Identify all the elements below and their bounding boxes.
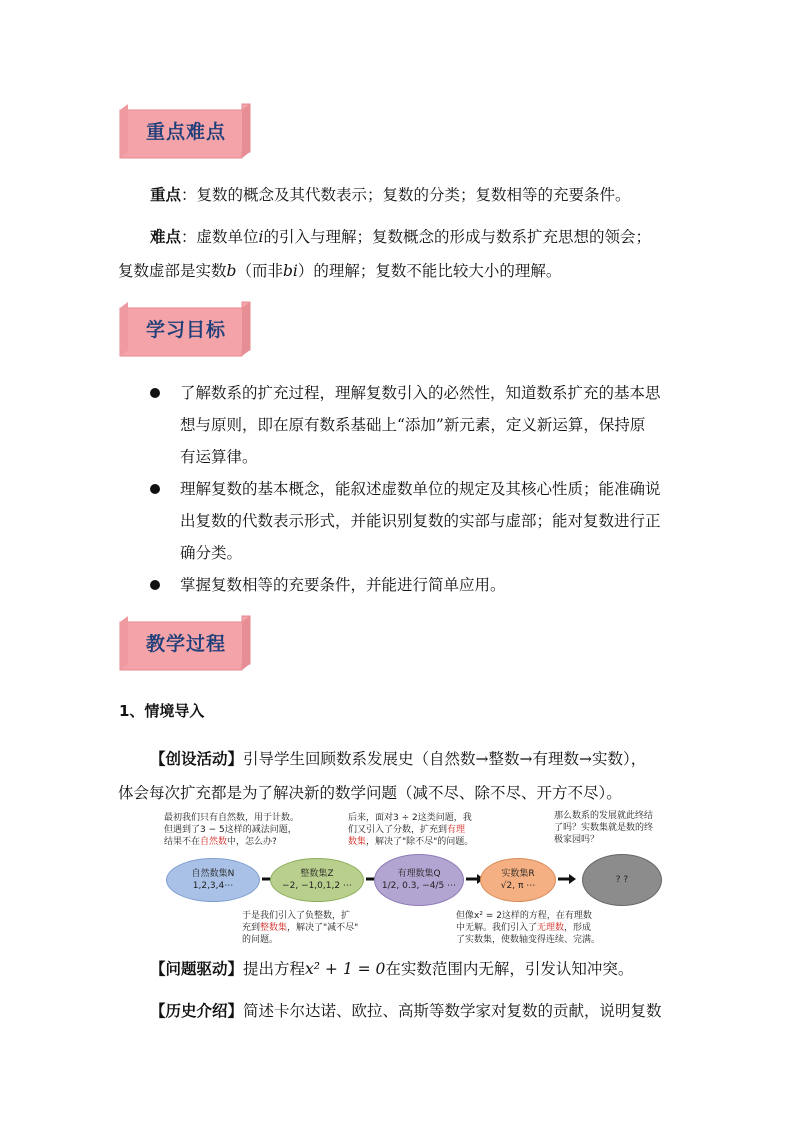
bullet-icon bbox=[150, 388, 160, 398]
diagram-note: 那么数系的发展就此终结 了吗？实数集就是数的终 极家园吗？ bbox=[554, 811, 654, 845]
difficulty-text-2b: （而非 bbox=[236, 262, 283, 280]
goal-line: 掌握复数相等的充要条件，并能进行简单应用。 bbox=[180, 576, 506, 594]
history-text: 简述卡尔达诺、欧拉、高斯等数学家对复数的贡献，说明复数 bbox=[243, 1002, 662, 1020]
node-unknown: ? ? bbox=[582, 854, 662, 906]
list-item bbox=[150, 569, 680, 601]
question-text: 在实数范围内无解，引发认知冲突。 bbox=[385, 960, 634, 978]
node-rationals: 有理数集Q 1/2, 0.3, −4/5 ⋯ bbox=[374, 854, 464, 906]
difficulty-text-2c: ）的理解；复数不能比较大小的理解。 bbox=[297, 262, 562, 280]
key-text: ：复数的概念及其代数表示；复数的分类；复数相等的充要条件。 bbox=[181, 186, 631, 204]
node-reals: 实数集R √2, π ⋯ bbox=[480, 858, 556, 902]
difficulty-label: 难点 bbox=[150, 227, 182, 246]
var-bi: bi bbox=[282, 262, 298, 280]
bullet-icon bbox=[150, 580, 160, 590]
question-label: 【问题驱动】 bbox=[150, 959, 244, 978]
goal-line: 了解数系的扩充过程，理解复数引入的必然性，知道数系扩充的基本思 bbox=[180, 384, 661, 402]
diagram-note: 于是我们引入了负整数，扩 充到整数集，解决了"减不尽" 的问题。 bbox=[242, 911, 359, 945]
bullet-icon bbox=[150, 484, 160, 494]
goal-line: 出复数的代数表示形式，并能识别复数的实部与虚部；能对复数进行正 bbox=[180, 512, 661, 530]
question-text: 提出方程 bbox=[243, 960, 306, 978]
activity-label: 【创设活动】 bbox=[150, 749, 244, 768]
history-label: 【历史介绍】 bbox=[150, 1001, 244, 1020]
section-title: 重点难点 bbox=[146, 121, 227, 143]
node-integers: 整数集Z −2, −1,0,1,2 ⋯ bbox=[270, 858, 364, 902]
equation: x² + 1 = 0 bbox=[305, 960, 386, 978]
node-natural-numbers: 自然数集N 1,2,3,4⋯ bbox=[166, 858, 260, 902]
key-points-paragraph bbox=[150, 178, 690, 212]
goal-line: 理解复数的基本概念，能叙述虚数单位的规定及其核心性质；能准确说 bbox=[180, 480, 661, 498]
var-i: i bbox=[258, 228, 264, 246]
var-b: b bbox=[226, 262, 237, 280]
activity-text: 引导学生回顾数系发展史（自然数→整数→有理数→实数）， bbox=[243, 750, 647, 768]
list-item bbox=[150, 377, 680, 473]
diagram-note: 后来，面对3 ÷ 2这类问题，我 们又引入了分数，扩充到有理 数集，解决了"除不尽"的问题。 bbox=[348, 813, 474, 847]
goal-line: 有运算律。 bbox=[180, 448, 258, 466]
goal-line: 想与原则，即在原有数系基础上“添加”新元素，定义新运算，保持原 bbox=[180, 416, 646, 434]
diagram-note: 最初我们只有自然数，用于计数。 但遇到了3 − 5这样的减法问题， 结果不在自然数中，怎么办? bbox=[164, 813, 300, 847]
step-heading: 1、情境导入 bbox=[119, 702, 205, 720]
number-system-diagram bbox=[160, 806, 670, 952]
diagram-note: 但像x² = 2这样的方程，在有理数 中无解。我们引入了无理数，形成 了实数集，使数轴变得连续、完满。 bbox=[456, 911, 601, 945]
history-paragraph bbox=[150, 994, 690, 1028]
goal-line: 确分类。 bbox=[180, 544, 243, 562]
difficulty-text-1b: 的引入与理解；复数概念的形成与数系扩充思想的领会； bbox=[263, 228, 652, 246]
difficulty-paragraph bbox=[118, 220, 698, 288]
activity-paragraph bbox=[118, 742, 698, 810]
section-banner-goals bbox=[116, 300, 254, 358]
key-label: 重点 bbox=[150, 185, 182, 204]
activity-text: 体会每次扩充都是为了解决新的数学问题（减不尽、除不尽、开方不尽）。 bbox=[118, 784, 622, 802]
section-banner-key-points bbox=[116, 102, 254, 160]
section-banner-process bbox=[116, 614, 254, 672]
section-title: 学习目标 bbox=[146, 319, 227, 341]
question-paragraph bbox=[150, 952, 690, 986]
difficulty-text-1a: ：虚数单位 bbox=[181, 228, 259, 246]
arrow-right-icon bbox=[558, 874, 576, 884]
section-title: 教学过程 bbox=[146, 633, 227, 655]
difficulty-text-2a: 复数虚部是实数 bbox=[118, 262, 227, 280]
list-item bbox=[150, 473, 680, 569]
goals-list bbox=[150, 377, 680, 601]
